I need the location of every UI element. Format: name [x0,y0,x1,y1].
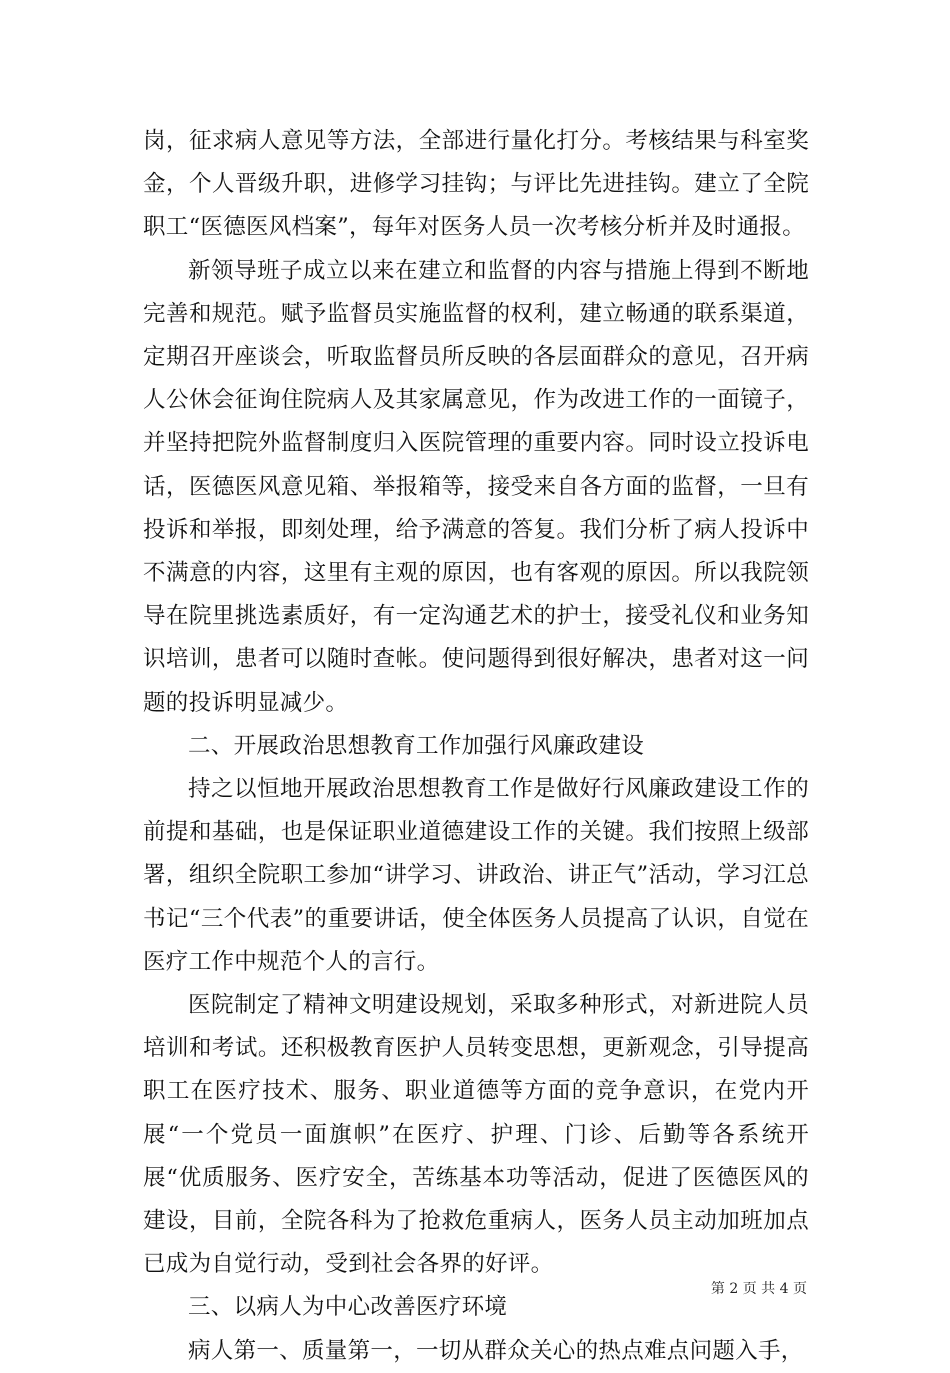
page-number-footer: 第 2 页 共 4 页 [710,1281,807,1297]
paragraph-continuation: 岗，征求病人意见等方法，全部进行量化打分。考核结果与科室奖金，个人晋级升职，进修学习挂钩；与评比先进挂钩。建立了全院职工“医德医风档案”，每年对医务人员一次考核分析并及时通报。 [143,128,809,241]
document-body [143,120,809,1373]
paragraph-patient-first: 病人第一、质量第一，一切从群众关心的热点难点问题入手， [188,1337,804,1364]
section-heading-2: 二、开展政治思想教育工作加强行风廉政建设 [188,732,645,759]
paragraph-civilization-plan: 医院制定了精神文明建设规划，采取多种形式，对新进院人员培训和考试。还积极教育医护人员转变思想，更新观念，引导提高职工在医疗技术、服务、职业道德等方面的竞争意识，在党内开展“一个党员一面旗帜”在医疗、护理、门诊、后勤等各系统开展“优质服务、医疗安全，苦练基本功等活动，促进了医德医风的建设，目前，全院各科为了抢救危重病人，医务人员主动加班加点已成为自觉行动，受到社会各界的好评。 [143,992,809,1278]
section-heading-3: 三、以病人为中心改善医疗环境 [188,1294,508,1321]
paragraph-political-education: 持之以恒地开展政治思想教育工作是做好行风廉政建设工作的前提和基础，也是保证职业道德建设工作的关键。我们按照上级部署，组织全院职工参加“讲学习、讲政治、讲正气”活动，学习江总书记“三个代表”的重要讲话，使全体医务人员提高了认识，自觉在医疗工作中规范个人的言行。 [143,776,809,975]
paragraph-supervision: 新领导班子成立以来在建立和监督的内容与措施上得到不断地完善和规范。赋予监督员实施监督的权利，建立畅通的联系渠道，定期召开座谈会，听取监督员所反映的各层面群众的意见，召开病人公休会征询住院病人及其家属意见，作为改进工作的一面镜子，并坚持把院外监督制度归入医院管理的重要内容。同时设立投诉电话，医德医风意见箱、举报箱等，接受来自各方面的监督，一旦有投诉和举报，即刻处理，给予满意的答复。我们分析了病人投诉中不满意的内容，这里有主观的原因，也有客观的原因。所以我院领导在院里挑选素质好，有一定沟通艺术的护士，接受礼仪和业务知识培训，患者可以随时查帐。使问题得到很好解决，患者对这一问题的投诉明显减少。 [143,257,809,716]
